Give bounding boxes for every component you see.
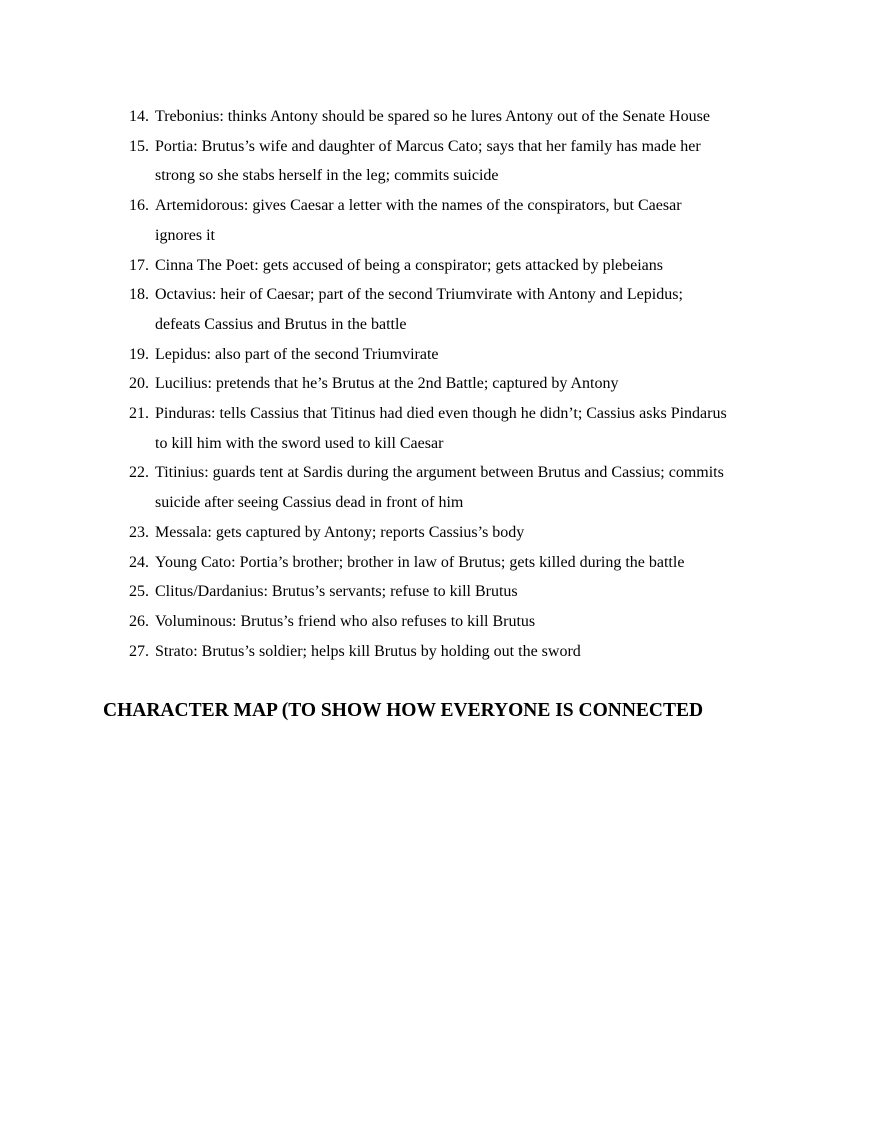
list-item-number: 18.	[129, 286, 149, 304]
character-list	[129, 102, 789, 666]
list-item	[129, 607, 789, 637]
list-item-number: 23.	[129, 523, 149, 541]
list-item-text: Trebonius: thinks Antony should be spared so he lures Antony out of the Senate House	[155, 108, 710, 125]
list-item	[129, 280, 789, 339]
list-item-text: Cinna The Poet: gets accused of being a conspirator; gets attacked by plebeians	[155, 256, 663, 274]
list-item-text: Portia: Brutus’s wife and daughter of Marcus Cato; says that her family has made her strong so she stabs herself in the leg; commits suicide	[155, 137, 701, 185]
section-heading: CHARACTER MAP (TO SHOW HOW EVERYONE IS CONNECTED	[103, 700, 704, 721]
list-item	[129, 577, 789, 607]
list-item	[129, 102, 789, 132]
list-item	[129, 399, 789, 458]
list-item-number: 26.	[129, 612, 149, 630]
list-item-number: 25.	[129, 583, 149, 601]
list-item	[129, 518, 789, 548]
list-item-text: Artemidorous: gives Caesar a letter with the names of the conspirators, but Caesar ignores it	[155, 197, 682, 244]
list-item-text: Strato: Brutus’s soldier; helps kill Brutus by holding out the sword	[155, 642, 581, 660]
list-item	[129, 191, 789, 250]
list-item-number: 16.	[129, 197, 149, 215]
list-item	[129, 340, 789, 370]
list-item-number: 19.	[129, 345, 149, 363]
list-item-text: Young Cato: Portia’s brother; brother in law of Brutus; gets killed during the battle	[155, 553, 685, 571]
list-item-number: 27.	[129, 642, 149, 660]
list-item	[129, 637, 789, 667]
list-item	[129, 548, 789, 578]
list-item-text: Titinius: guards tent at Sardis during the argument between Brutus and Cassius; commits suicide after seeing Cassius dead in front of him	[155, 464, 724, 512]
list-item-number: 20.	[129, 375, 149, 393]
list-item	[129, 251, 789, 281]
list-item-text: Octavius: heir of Caesar; part of the second Triumvirate with Antony and Lepidus; defeats Cassius and Brutus in the battle	[155, 286, 683, 333]
list-item-text: Lucilius: pretends that he’s Brutus at the 2nd Battle; captured by Antony	[155, 375, 619, 393]
list-item-number: 24.	[129, 553, 149, 571]
list-item	[129, 458, 789, 517]
list-item-number: 15.	[129, 137, 149, 155]
list-item-text: Lepidus: also part of the second Triumvirate	[155, 345, 439, 363]
list-item-number: 14.	[129, 108, 149, 125]
list-item-text: Pinduras: tells Cassius that Titinus had died even though he didn’t; Cassius asks Pindarus to kill him with the sword used to kill Caesar	[155, 405, 727, 452]
list-item-number: 21.	[129, 405, 149, 423]
list-item-number: 22.	[129, 464, 149, 482]
list-item	[129, 132, 789, 191]
list-item-text: Messala: gets captured by Antony; reports Cassius’s body	[155, 523, 525, 541]
list-item-number: 17.	[129, 256, 149, 274]
list-item-text: Clitus/Dardanius: Brutus’s servants; refuse to kill Brutus	[155, 583, 518, 601]
list-item	[129, 369, 789, 399]
list-item-text: Voluminous: Brutus’s friend who also refuses to kill Brutus	[155, 612, 536, 630]
